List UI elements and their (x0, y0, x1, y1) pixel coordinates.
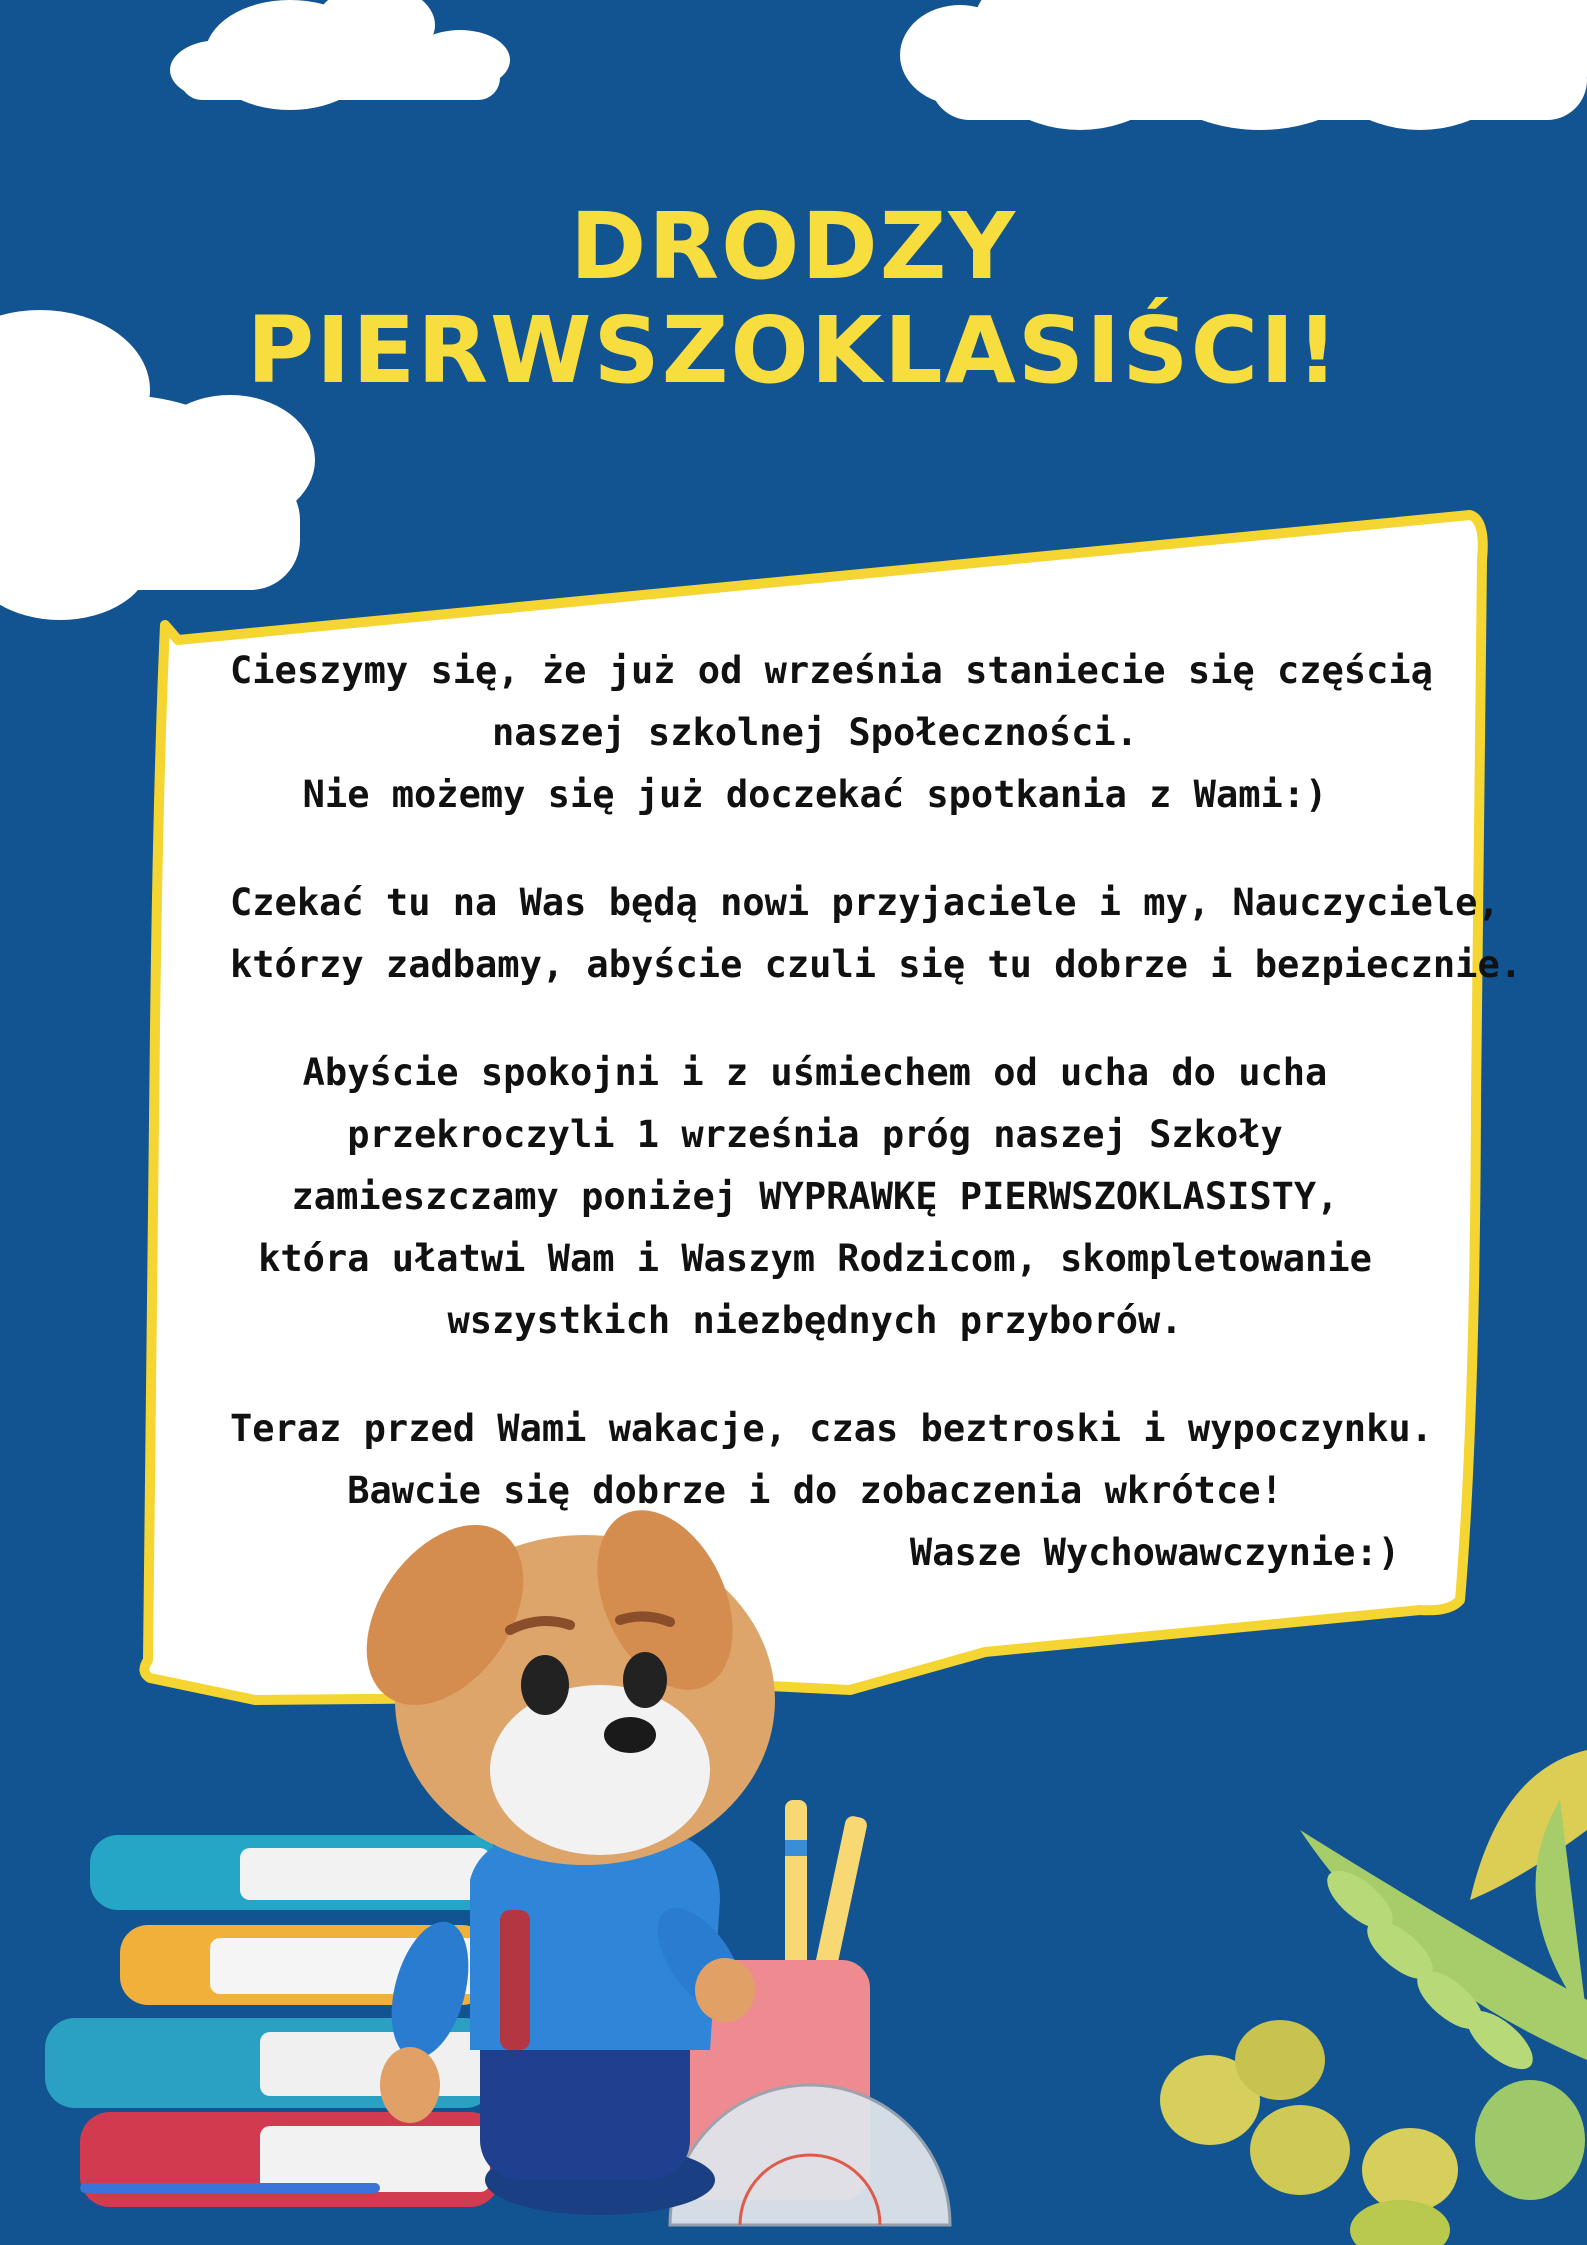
text-line: którzy zadbamy, abyście czuli się tu dobrze i bezpiecznie. (230, 943, 1523, 986)
text-line: Cieszymy się, że już od września staniecie się częścią (230, 649, 1433, 692)
text-line: Bawcie się dobrze i do zobaczenia wkrótce! (347, 1469, 1283, 1512)
paragraph-2 (230, 872, 1523, 996)
text-line: Abyście spokojni i z uśmiechem od ucha do ucha (302, 1051, 1328, 1094)
signature: Wasze Wychowawczynie:) (909, 1531, 1400, 1574)
text-line: naszej szkolnej Społeczności. (491, 711, 1138, 754)
letter-body (230, 640, 1523, 1584)
paragraph-3 (230, 1042, 1400, 1352)
paragraph-4 (230, 1398, 1433, 1584)
text-line: przekroczyli 1 września próg naszej Szkoły (347, 1113, 1283, 1156)
text-line: zamieszczamy poniżej WYPRAWKĘ PIERWSZOKLASISTY, (291, 1175, 1339, 1218)
page-title (0, 195, 1587, 403)
text-line: wszystkich niezbędnych przyborów. (447, 1299, 1183, 1342)
paragraph-1 (230, 640, 1433, 826)
title-line-1: DRODZY (569, 193, 1018, 300)
cloud-icon (170, 0, 510, 110)
text-line: Nie możemy się już doczekać spotkania z Wami:) (302, 773, 1328, 816)
leaf-icon (1160, 1750, 1587, 2245)
title-line-2: PIERWSZOKLASIŚCI! (246, 297, 1341, 404)
text-line: Teraz przed Wami wakacje, czas beztroski i wypoczynku. (230, 1407, 1433, 1450)
text-line: Czekać tu na Was będą nowi przyjaciele i my, Nauczyciele, (230, 881, 1500, 924)
cloud-icon (900, 0, 1587, 130)
text-line: która ułatwi Wam i Waszym Rodzicom, skompletowanie (258, 1237, 1372, 1280)
